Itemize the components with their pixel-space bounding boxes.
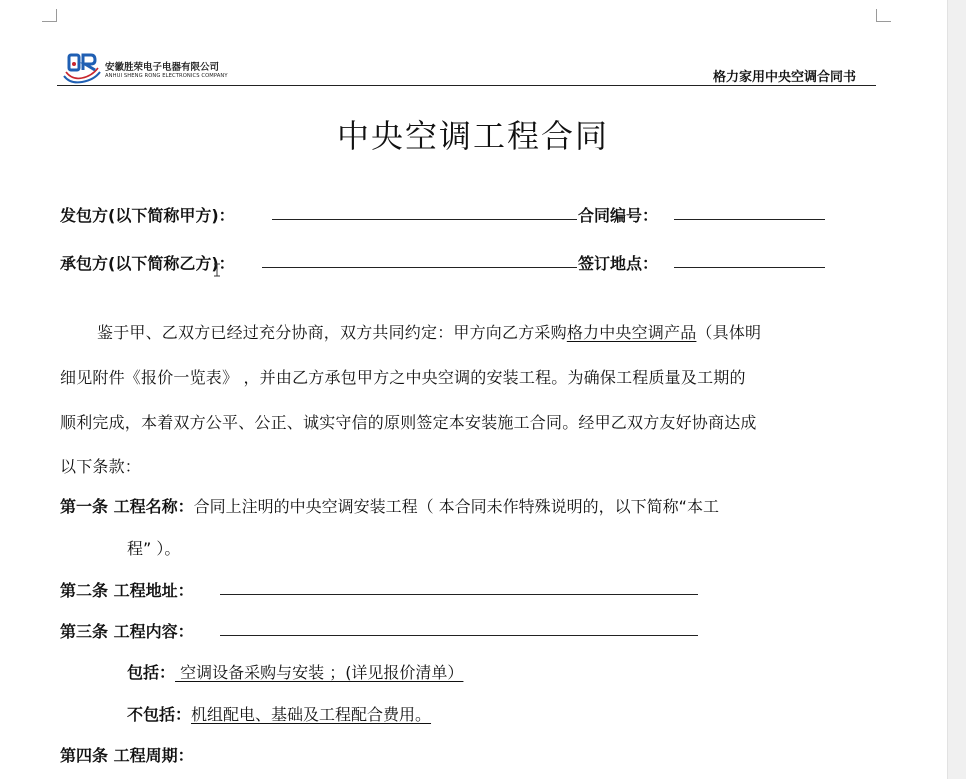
text-cursor-icon [213, 263, 221, 277]
article-4-label: 第四条 工程周期： [60, 746, 194, 765]
party-b-row [60, 251, 235, 274]
intro-line-3: 顺利完成，本着双方公平、公正、诚实守信的原则签定本安装施工合同。经甲乙双方友好协商达成 [60, 413, 757, 432]
party-b-field[interactable] [262, 251, 577, 268]
vertical-scrollbar[interactable] [947, 0, 966, 779]
contract-no-blank-wrap [674, 203, 825, 224]
article-2 [60, 578, 194, 601]
article-3 [60, 619, 194, 642]
header-doc-name: 格力家用中央空调合同书 [712, 70, 856, 85]
company-logo [60, 50, 228, 86]
party-a-row [60, 203, 235, 226]
contract-no-row [578, 203, 658, 226]
party-a-field[interactable] [272, 203, 577, 220]
article-1 [60, 494, 719, 517]
sign-place-label: 签订地点： [578, 254, 659, 273]
party-b-label: 承包方(以下简称乙方)： [60, 254, 235, 273]
article-3-label: 第三条 工程内容： [60, 622, 194, 641]
intro-line-1-text: 鉴于甲、乙双方已经过充分协商，双方共同约定：甲方向乙方采购 [97, 323, 567, 342]
article-2-label: 第二条 工程地址： [60, 581, 194, 600]
include-text: 空调设备采购与安装 ；(详见报价清单） [175, 663, 464, 682]
article-4 [60, 743, 194, 766]
include-label: 包括： [127, 663, 176, 682]
intro-line-4: 以下条款： [60, 457, 142, 476]
party-a-blank-wrap [272, 203, 577, 224]
intro-line-1-tail: （具体明 [696, 323, 762, 342]
intro-line-1 [97, 320, 761, 343]
party-a-label: 发包方(以下简称甲方)： [60, 206, 235, 225]
project-content-field[interactable] [220, 619, 698, 636]
article-2-blank-wrap [220, 578, 698, 599]
party-b-blank-wrap [262, 251, 577, 272]
article-3-blank-wrap [220, 619, 698, 640]
header-divider [57, 85, 876, 86]
company-name-en: ANHUI SHENG RONG ELECTRONICS COMPANY [105, 73, 228, 79]
exclude-label: 不包括： [127, 705, 192, 724]
product-name-link: 格力中央空调产品 [566, 323, 697, 342]
contract-no-field[interactable] [674, 203, 825, 220]
sign-place-field[interactable] [674, 251, 825, 268]
page-title: 中央空调工程合同 [336, 117, 609, 155]
company-logo-icon [60, 50, 104, 86]
crop-mark-top-left [42, 9, 57, 22]
crop-mark-top-right [876, 9, 891, 22]
contract-no-label: 合同编号： [578, 206, 659, 225]
intro-line-2: 细见附件《报价一览表》 ，并由乙方承包甲方之中央空调的安装工程。为确保工程质量及工期的 [60, 368, 746, 387]
article-1-cont: 程” ）。 [127, 539, 181, 558]
exclude-text: 机组配电、基础及工程配合费用。 [191, 705, 432, 724]
company-name-cn: 安徽胜荣电子电器有限公司 [105, 62, 220, 73]
sign-place-blank-wrap [674, 251, 825, 272]
article-1-label: 第一条 工程名称： [60, 497, 194, 516]
project-address-field[interactable] [220, 578, 698, 595]
exclude-row [127, 702, 431, 725]
sign-place-row [578, 251, 658, 274]
article-1-text: 合同上注明的中央空调安装工程（ 本合同未作特殊说明的，以下简称“本工 [193, 497, 719, 516]
include-row [127, 660, 463, 683]
